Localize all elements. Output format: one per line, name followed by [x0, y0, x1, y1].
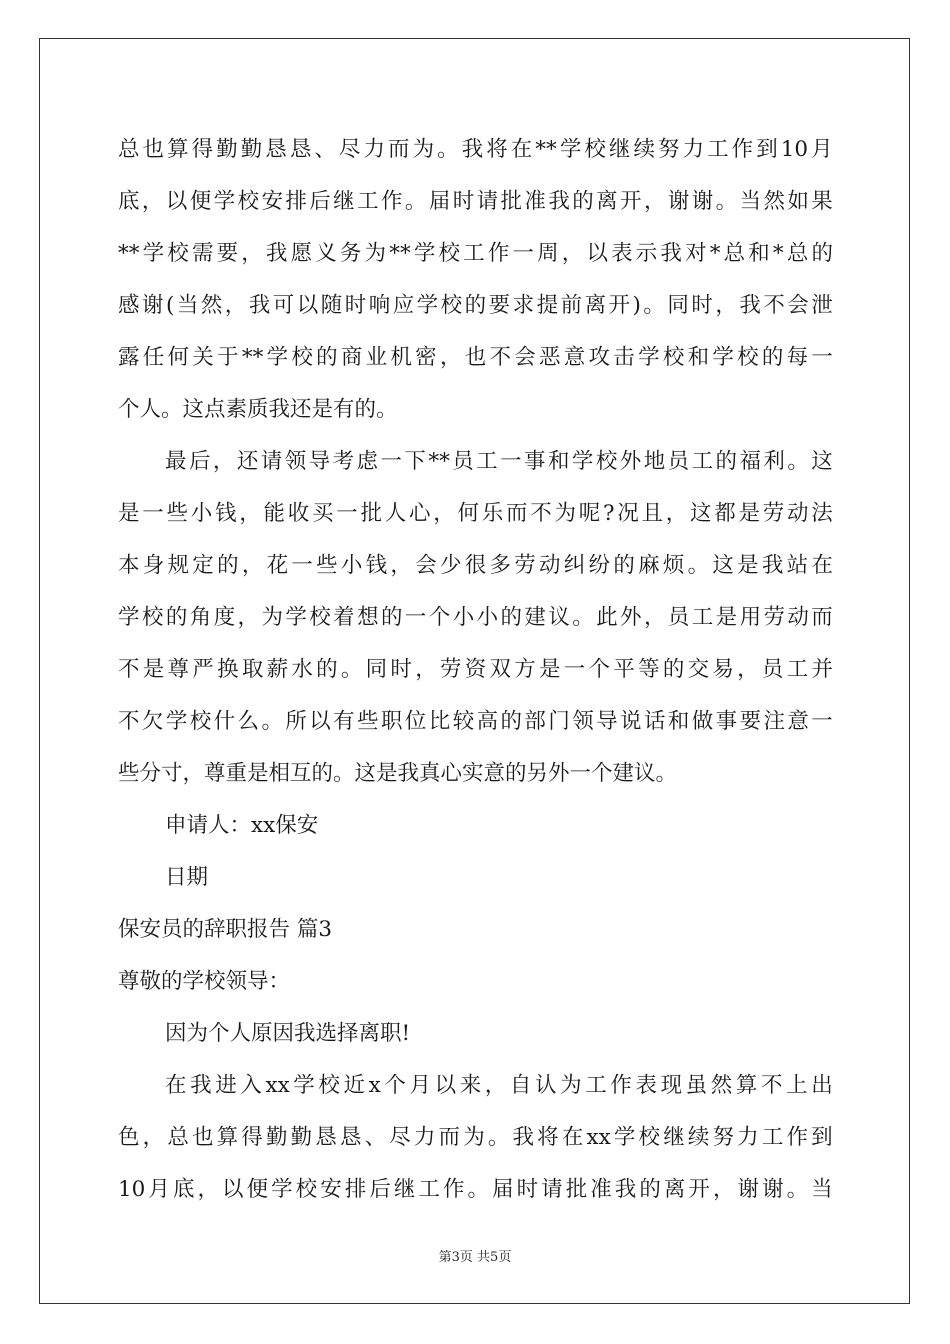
text-line: 些分寸，尊重是相互的。这是我真心实意的另外一个建议。	[118, 761, 678, 786]
document-body	[118, 124, 833, 1216]
text-line: 个人。这点素质我还是有的。	[118, 397, 398, 422]
text-line: 色 ， 总 也 算 得 勤 勤 恳 恳 、 尽 力 而 为 。 我 将 在 xx 学 校 继 续 努 力 工 作 到	[118, 1125, 833, 1150]
text-line: 保安员的辞职报告 篇3	[118, 917, 333, 942]
text-line: 10 月 底 ， 以 便 学 校 安 排 后 继 工 作 。 届 时 请 批 准 我 的 离 开 ， 谢 谢 。 当	[118, 1177, 833, 1202]
text-line: 在 我 进 入 xx 学 校 近 x 个 月 以 来 ， 自 认 为 工 作 表 现 虽 然 算 不 上 出	[165, 1073, 833, 1098]
text-line: 日期	[165, 865, 209, 890]
text-line: ** 学 校 需 要 ， 我 愿 义 务 为 ** 学 校 工 作 一 周 ， 以 表 示 我 对 * 总 和 * 总 的	[118, 241, 833, 266]
text-line: 是 一 些 小 钱 ， 能 收 买 一 批 人 心 ， 何 乐 而 不 为 呢 ? 况 且 ， 这 都 是 劳 动 法	[118, 501, 833, 526]
page-footer: 第3页 共5页	[438, 1250, 512, 1265]
text-line: 总 也 算 得 勤 勤 恳 恳 、 尽 力 而 为 。 我 将 在 ** 学 校 继 续 努 力 工 作 到 10 月	[118, 137, 833, 162]
text-line: 本 身 规 定 的 ， 花 一 些 小 钱 ， 会 少 很 多 劳 动 纠 纷 的 麻 烦 。 这 是 我 站 在	[118, 553, 833, 578]
text-line: 因为个人原因我选择离职!	[165, 1021, 411, 1046]
text-line: 不 是 尊 严 换 取 薪 水 的 。 同 时 ， 劳 资 双 方 是 一 个 平 等 的 交 易 ， 员 工 并	[118, 657, 833, 682]
text-line: 学 校 的 角 度 ， 为 学 校 着 想 的 一 个 小 小 的 建 议 。 此 外 ， 员 工 是 用 劳 动 而	[118, 605, 833, 630]
text-line: 底 ， 以 便 学 校 安 排 后 继 工 作 。 届 时 请 批 准 我 的 离 开 ， 谢 谢 。 当 然 如 果	[118, 189, 833, 214]
text-line: 不 欠 学 校 什 么 。 所 以 有 些 职 位 比 较 高 的 部 门 领 导 说 话 和 做 事 要 注 意 一	[118, 709, 833, 734]
text-line: 露 任 何 关 于 ** 学 校 的 商 业 机 密 ， 也 不 会 恶 意 攻 击 学 校 和 学 校 的 每 一	[118, 345, 833, 370]
text-line: 最 后 ， 还 请 领 导 考 虑 一 下 ** 员 工 一 事 和 学 校 外 地 员 工 的 福 利 。 这	[165, 449, 833, 474]
text-line: 申请人：xx保安	[165, 813, 319, 838]
text-line: 感 谢 ( 当 然 ， 我 可 以 随 时 响 应 学 校 的 要 求 提 前 离 开 ) 。 同 时 ， 我 不 会 泄	[118, 293, 833, 318]
text-line: 尊敬的学校领导：	[118, 969, 291, 994]
